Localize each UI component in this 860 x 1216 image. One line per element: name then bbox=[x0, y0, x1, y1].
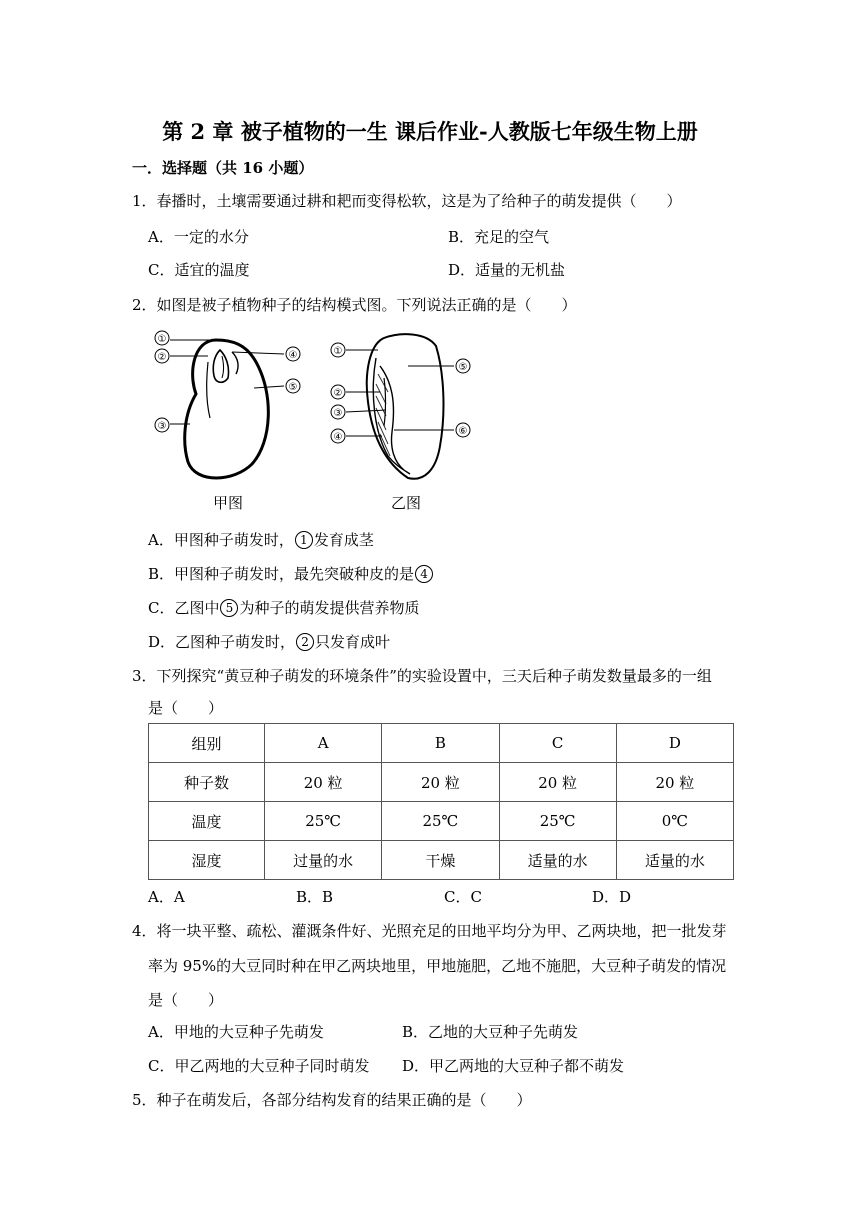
table-cell: 25℃ bbox=[265, 802, 382, 841]
q2-option-c-text-end: 为种子的萌发提供营养物质 bbox=[239, 599, 420, 617]
table-cell: 20 粒 bbox=[616, 763, 733, 802]
seed-structure-figure bbox=[148, 322, 488, 518]
q2-option-d-text: D．乙图种子萌发时， bbox=[148, 633, 296, 651]
figure-label-jia: 甲图 bbox=[212, 494, 244, 512]
table-cell: 20 粒 bbox=[499, 763, 616, 802]
question-4-stem-cont: 率为 95%的大豆同时种在甲乙两块地里，甲地施肥，乙地不施肥，大豆种子萌发的情况 bbox=[148, 957, 727, 975]
table-cell: A bbox=[265, 724, 382, 763]
q2-option-c-text: C．乙图中 bbox=[148, 599, 220, 617]
q2-option-a-text: A．甲图种子萌发时， bbox=[148, 531, 294, 549]
corn-seed-diagram bbox=[331, 334, 470, 512]
table-row bbox=[149, 724, 734, 763]
table-cell: C bbox=[499, 724, 616, 763]
experiment-table bbox=[148, 723, 734, 880]
q1-option-b[interactable]: B．充足的空气 bbox=[448, 228, 550, 246]
q1-option-a[interactable]: A．一定的水分 bbox=[148, 228, 249, 246]
table-cell: 适量的水 bbox=[616, 841, 733, 880]
yi-mark-5: ⑤ bbox=[458, 362, 468, 373]
table-cell: 25℃ bbox=[382, 802, 499, 841]
yi-mark-3: ③ bbox=[333, 408, 343, 419]
q3-option-b[interactable]: B．B bbox=[296, 888, 334, 906]
yi-mark-6: ⑥ bbox=[458, 426, 468, 437]
bean-seed-diagram bbox=[155, 331, 300, 512]
page-title: 第 2 章 被子植物的一生 课后作业-人教版七年级生物上册 bbox=[162, 119, 698, 144]
table-cell: 0℃ bbox=[616, 802, 733, 841]
table-cell: 组别 bbox=[149, 724, 265, 763]
jia-mark-1: ① bbox=[157, 334, 167, 345]
circled-number: 2 bbox=[296, 633, 314, 651]
q1-option-d[interactable]: D．适量的无机盐 bbox=[448, 261, 566, 279]
question-4-stem: 4．将一块平整、疏松、灌溉条件好、光照充足的田地平均分为甲、乙两块地，把一批发芽 bbox=[132, 922, 727, 940]
q2-option-c[interactable] bbox=[148, 597, 420, 618]
jia-mark-2: ② bbox=[157, 352, 167, 363]
table-row bbox=[149, 802, 734, 841]
table-cell: 温度 bbox=[149, 802, 265, 841]
question-3-stem: 3．下列探究“黄豆种子萌发的环境条件”的实验设置中，三天后种子萌发数量最多的一组 bbox=[132, 667, 712, 685]
question-3-stem-cont: 是（ ） bbox=[148, 699, 224, 717]
table-row bbox=[149, 763, 734, 802]
q4-option-a[interactable]: A．甲地的大豆种子先萌发 bbox=[148, 1023, 324, 1041]
circled-number: 4 bbox=[415, 565, 433, 583]
q1-option-c[interactable]: C．适宜的温度 bbox=[148, 261, 250, 279]
table-cell: 种子数 bbox=[149, 763, 265, 802]
figure-label-yi: 乙图 bbox=[390, 494, 422, 512]
q3-option-c[interactable]: C．C bbox=[444, 888, 482, 906]
q3-option-a[interactable]: A．A bbox=[148, 888, 185, 906]
q4-option-b[interactable]: B．乙地的大豆种子先萌发 bbox=[402, 1023, 579, 1041]
jia-mark-3: ③ bbox=[157, 421, 167, 432]
table-cell: 20 粒 bbox=[265, 763, 382, 802]
table-cell: D bbox=[616, 724, 733, 763]
jia-mark-5: ⑤ bbox=[288, 382, 298, 393]
table-cell: 20 粒 bbox=[382, 763, 499, 802]
q2-option-d-text-end: 只发育成叶 bbox=[315, 633, 391, 651]
q4-option-d[interactable]: D．甲乙两地的大豆种子都不萌发 bbox=[402, 1057, 625, 1075]
question-1-stem: 1．春播时，土壤需要通过耕和耙而变得松软，这是为了给种子的萌发提供（ ） bbox=[132, 192, 682, 210]
jia-mark-4: ④ bbox=[288, 350, 298, 361]
q2-option-d[interactable] bbox=[148, 631, 390, 652]
circled-number: 5 bbox=[220, 599, 238, 617]
yi-mark-1: ① bbox=[333, 346, 343, 357]
table-cell: 过量的水 bbox=[265, 841, 382, 880]
table-cell: 适量的水 bbox=[499, 841, 616, 880]
circled-number: 1 bbox=[295, 531, 313, 549]
q3-option-d[interactable]: D．D bbox=[592, 888, 632, 906]
question-5-stem: 5．种子在萌发后，各部分结构发育的结果正确的是（ ） bbox=[132, 1091, 532, 1109]
question-2-stem: 2．如图是被子植物种子的结构模式图。下列说法正确的是（ ） bbox=[132, 296, 577, 314]
q2-option-a-text-end: 发育成茎 bbox=[313, 531, 374, 549]
table-row bbox=[149, 841, 734, 880]
section-heading: 一．选择题（共 16 小题） bbox=[132, 159, 314, 177]
question-4-stem-end: 是（ ） bbox=[148, 991, 224, 1009]
yi-mark-2: ② bbox=[333, 388, 343, 399]
q2-option-b[interactable] bbox=[148, 563, 434, 584]
table-cell: 干燥 bbox=[382, 841, 499, 880]
table-cell: 湿度 bbox=[149, 841, 265, 880]
q2-option-b-text: B．甲图种子萌发时，最先突破种皮的是 bbox=[148, 565, 415, 583]
yi-mark-4: ④ bbox=[333, 432, 343, 443]
q4-option-c[interactable]: C．甲乙两地的大豆种子同时萌发 bbox=[148, 1057, 370, 1075]
q2-option-a[interactable] bbox=[148, 529, 374, 550]
table-cell: B bbox=[382, 724, 499, 763]
table-cell: 25℃ bbox=[499, 802, 616, 841]
